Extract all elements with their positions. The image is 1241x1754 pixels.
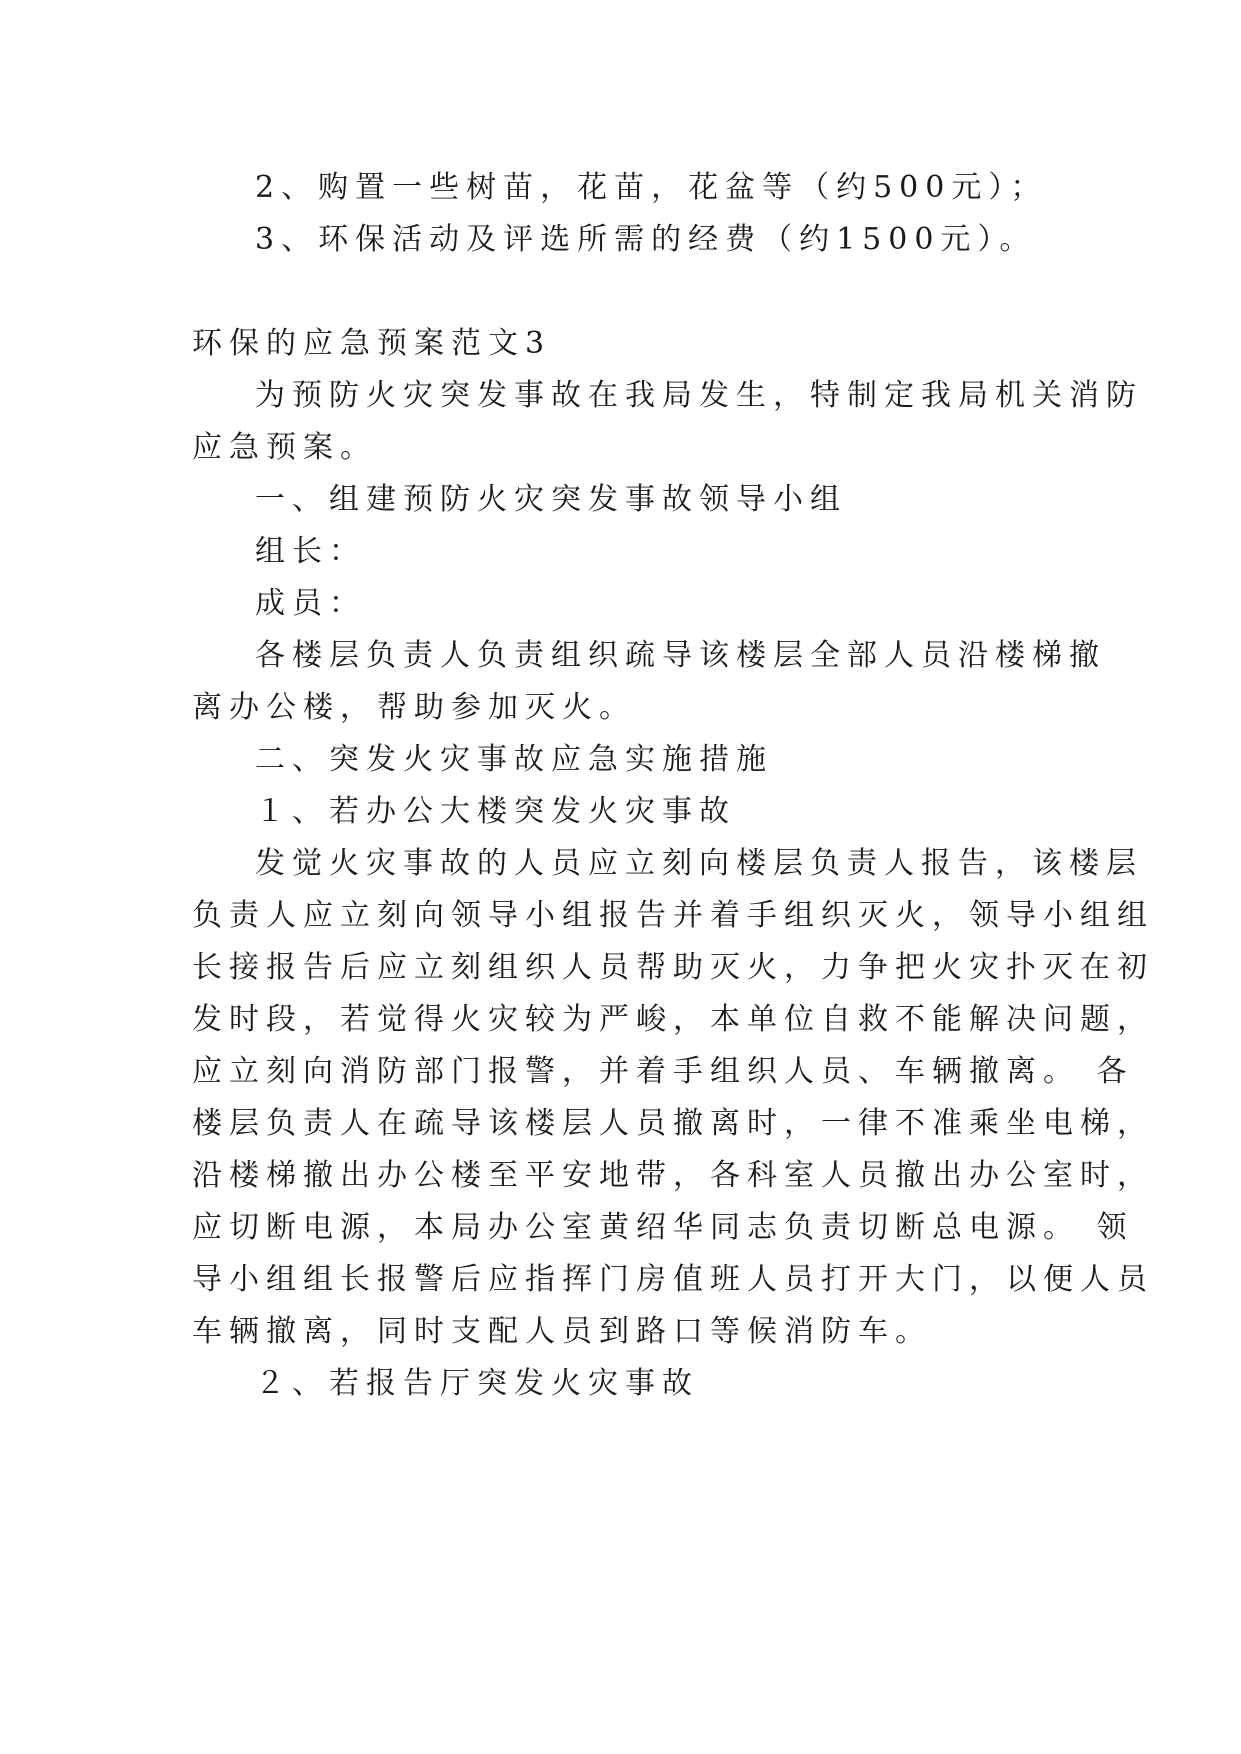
paragraph-intro-cont: 应急预案。 (192, 430, 377, 465)
paragraph-office-fire-line-8: 应切断电源，本局办公室黄绍华同志负责切断总电源。 领 (192, 1210, 1134, 1245)
paragraph-office-fire-line-9: 导小组组长报警后应指挥门房值班人员打开大门，以便人员 (192, 1262, 1154, 1297)
paragraph-office-fire-line-7: 沿楼梯撤出办公楼至平安地带，各科室人员撤出办公室时， (192, 1158, 1154, 1193)
heading-leadership-group: 一、组建预防火灾突发事故领导小组 (255, 482, 847, 517)
paragraph-office-fire-line-10: 车辆撤离，同时支配人员到路口等候消防车。 (192, 1314, 932, 1349)
section-heading: 环保的应急预案范文3 (192, 326, 552, 361)
paragraph-office-fire-line-3: 长接报告后应立刻组织人员帮助灭火，力争把火灾扑灭在初 (192, 950, 1154, 985)
paragraph-floor-responsibility: 各楼层负责人负责组织疏导该楼层全部人员沿楼梯撤 (255, 638, 1106, 673)
paragraph-budget-item-2: 2、购置一些树苗，花苗，花盆等（约500元）； (255, 170, 1048, 205)
paragraph-office-fire-line-5: 应立刻向消防部门报警，并着手组织人员、车辆撤离。 各 (192, 1054, 1134, 1089)
paragraph-office-fire-line-2: 负责人应立刻向领导小组报告并着手组织灭火，领导小组组 (192, 898, 1154, 933)
paragraph-office-fire-line-6: 楼层负责人在疏导该楼层人员撤离时，一律不准乘坐电梯， (192, 1106, 1154, 1141)
subheading-hall-fire: ２、若报告厅突发火灾事故 (255, 1366, 699, 1401)
field-members: 成员： (255, 586, 366, 621)
paragraph-floor-responsibility-cont: 离办公楼，帮助参加灭火。 (192, 690, 636, 725)
heading-measures: 二、突发火灾事故应急实施措施 (255, 742, 773, 777)
paragraph-budget-item-3: 3、环保活动及评选所需的经费（约1500元）。 (255, 222, 1037, 257)
paragraph-office-fire: 发觉火灾事故的人员应立刻向楼层负责人报告，该楼层 (255, 846, 1143, 881)
paragraph-office-fire-line-4: 发时段，若觉得火灾较为严峻，本单位自救不能解决问题， (192, 1002, 1154, 1037)
field-group-leader: 组长： (255, 534, 366, 569)
paragraph-intro: 为预防火灾突发事故在我局发生，特制定我局机关消防 (255, 378, 1143, 413)
subheading-office-fire: １、若办公大楼突发火灾事故 (255, 794, 736, 829)
